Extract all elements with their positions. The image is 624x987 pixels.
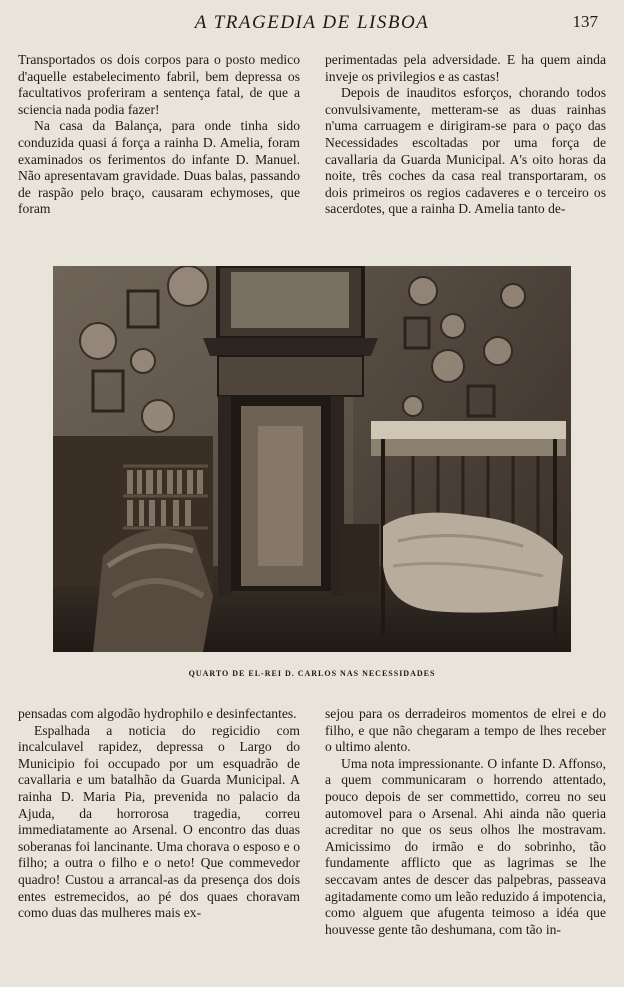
running-title: A TRAGEDIA DE LISBOA (194, 12, 430, 33)
figure-caption: QUARTO DE EL-REI D. CARLOS NAS NECESSIDADES (188, 669, 436, 678)
paragraph: Depois de inauditos esforços, chorando todos convulsivamente, metteram-se as duas rainhas n'uma carruagem e dirigiram-se para o paço das Necessidades escoltadas por uma força de cavallaria da Guarda Municipal. A's oito horas da noite, três coches da casa real transportaram, os dois primeiros os regios cadaveres e o terceiro os sacerdotes, que a rainha D. Amelia tanto de- (325, 85, 606, 217)
paragraph: Transportados os dois corpos para o posto medico d'aquelle estabelecimento fabril, bem depressa os facultativos proferiram a sentença fatal, de que a sciencia nada podia fazer! (18, 52, 300, 117)
paragraph: perimentadas pela adversidade. E ha quem ainda inveje os privilegios e as castas! (325, 52, 606, 84)
column-bottom-left (18, 706, 300, 922)
column-bottom-right (325, 706, 606, 938)
column-top-right (325, 52, 606, 218)
paragraph: Uma nota impressionante. O infante D. Affonso, a quem communicaram o horrendo attentado, pouco depois de ser commettido, correu no seu automovel para o Arsenal. Ahi ainda não queria acreditar no que os seus olhos lhe mostravam. Amicissimo do irmão e do sobrinho, tão fundamente afflicto que as lagrimas se lhe seccavam antes de descer das palpebras, passeava agitadamente como um leão reduzido á impotencia, como alguem que afugenta teimoso a idéa que houvesse gente tão deshumana, com tão in- (325, 755, 606, 937)
bedroom-photograph (53, 266, 571, 652)
photo-illustration (53, 266, 571, 652)
paragraph: pensadas com algodão hydrophilo e desinfectantes. (18, 706, 297, 721)
paragraph: sejou para os derradeiros momentos de elrei e do filho, e que não chegaram a tempo de lhes receber o ultimo alento. (325, 706, 606, 755)
paragraph: Na casa da Balança, para onde tinha sido conduzida quasi á força a rainha D. Amelia, foram examinados os ferimentos do infante D. Manuel. Não apresentavam gravidade. Duas balas, passando de raspão pelo braço, causaram echymoses, que foram (18, 118, 300, 217)
paragraph: Espalhada a noticia do regicidio com incalculavel rapidez, depressa o Largo do Municipio foi occupado por um esquadrão de cavallaria e um batalhão da Guarda Municipal. A rainha D. Maria Pia, prevenida no palacio da Ajuda, da horrorosa tragedia, correu immediatamente ao Arsenal. O encontro das duas soberanas foi lancinante. Uma chorava o esposo e o filho; a outra o filho e o neto! Que commevedor quadro! Custou a arrancal-as da presença dos dois entes estremecidos, ao pé dos quaes choravam como duas das mulheres mais ex- (18, 722, 300, 921)
page-number: 137 (572, 12, 598, 31)
column-top-left (18, 52, 300, 218)
